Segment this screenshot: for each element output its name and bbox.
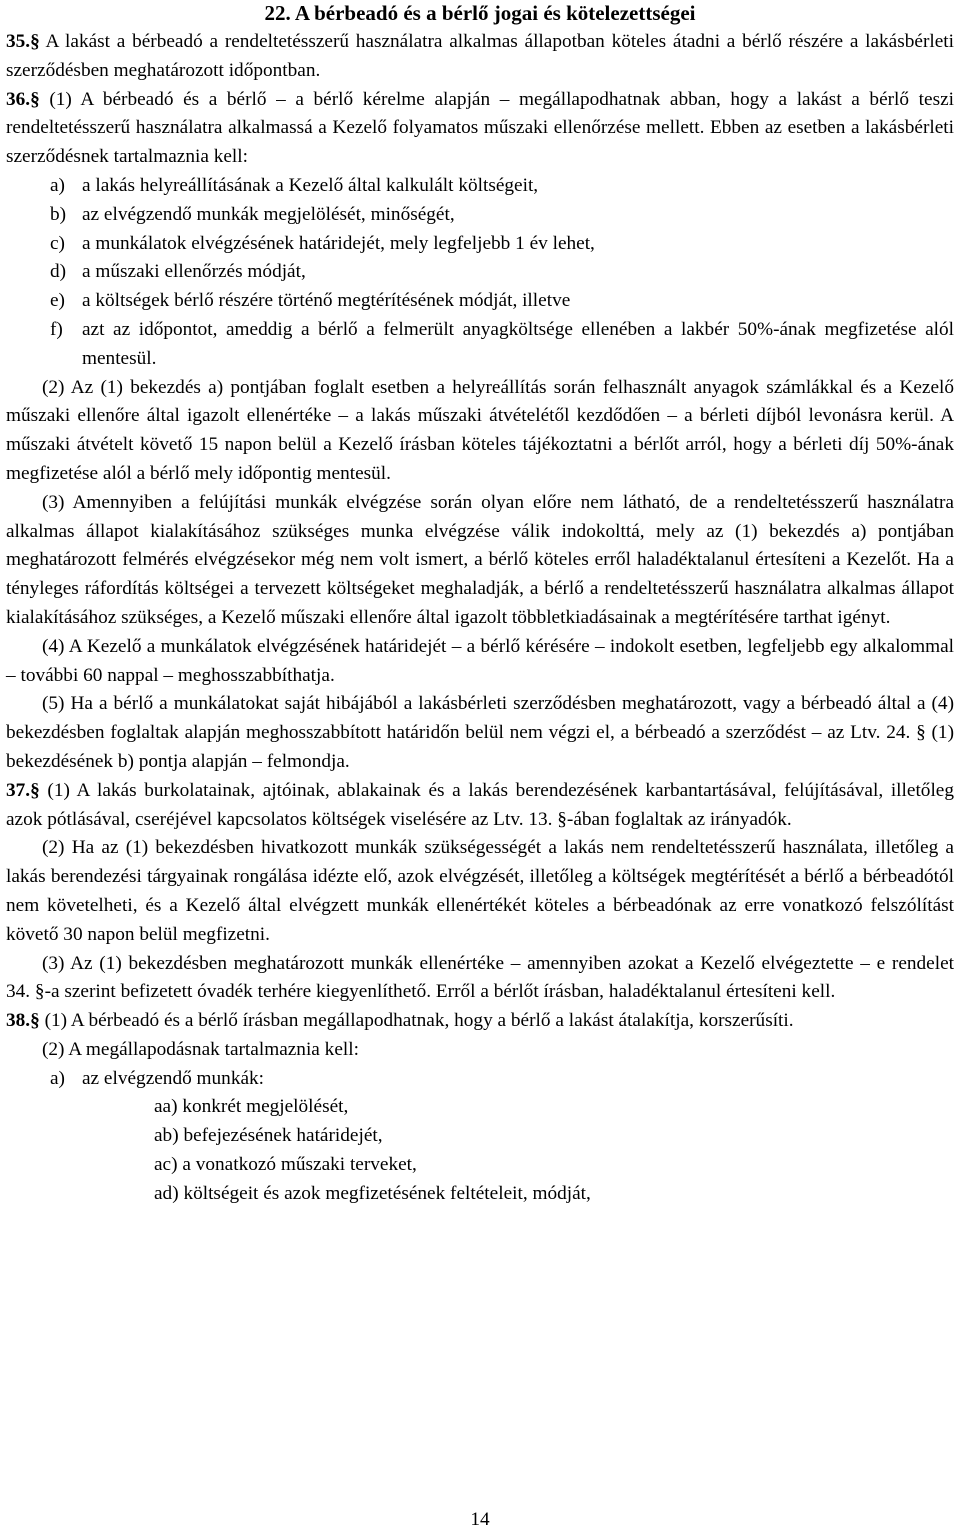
sub-list-item: ad) költségeit és azok megfizetésének feltételeit, módját, [154,1182,591,1204]
section-number: 37. [6,779,31,801]
sub-list-item: ac) a vonatkozó műszaki terveket, [154,1154,417,1176]
list-item: e) a költségek bérlő részére történő megtérítésének módját, illetve [50,290,571,312]
section-mark: § [30,779,40,801]
section-title: 22. A bérbeadó és a bérlő jogai és kötelezettségei [264,1,696,25]
section-number: 35. [6,31,31,52]
paragraph-35: 35.§ A lakást a bérbeadó a rendeltetésszerű használatra alkalmas állapotban köteles átadni a bérlő részére a lakásbérleti szerződésben meghatározott időpontban. [6,31,954,81]
section-mark: § [30,31,40,52]
paragraph-36-1: 36.§ (1) A bérbeadó és a bérlő – a bérlő kérelme alapján – megállapodhatnak abban, hogy a lakást a bérlő teszi rendeltetésszerű használatra alkalmassá a Kezelő folyamatos műszaki ellenőrzése mellett. Ebben az esetben a lakásbérleti szerződésnek tartalmaznia kell: [6,88,954,168]
section-number: 38. [6,1010,31,1032]
paragraph-36-3: (3) Amennyiben a felújítási munkák elvégzése során olyan előre nem látható, de a rendeltetésszerű használatra alkalmas állapot kialakításához szükséges munka elvégzése válik indokolttá, mely az (1) bekezdés a) pontjában meghatározott felmérés elvégzésekor még nem volt ismert, a bérlő köteles erről haladéktalanul értesíteni a Kezelőt. Ha a tényleges ráfordítás költségei a tervezett költségeket meghaladják, a bérlő a rendeltetésszerű használatra alkalmas állapot kialakításához szükséges, a Kezelő műszaki ellenőre által igazolt többletkiadásainak a megtérítésére tarthat igényt. [6,491,954,628]
list-36 [6,172,954,374]
sub-list-item: aa) konkrét megjelölését, [154,1096,349,1118]
paragraph-36-4: (4) A Kezelő a munkálatok elvégzésének határidejét – a bérlő kérésére – indokolt esetben, legfeljebb egy alkalommal – további 60 nappal – meghosszabbíthatja. [6,635,954,686]
list-item: a) a lakás helyreállításának a Kezelő által kalkulált költségeit, [50,174,539,196]
list-item: c) a munkálatok elvégzésének határidejét, mely legfeljebb 1 év lehet, [50,232,595,254]
paragraph-36-5: (5) Ha a bérlő a munkálatokat saját hibájából a lakásbérleti szerződésben meghatározott, vagy a bérbeadó által a (4) bekezdésben foglaltak alapján meghosszabbított határidőn belül nem végzi el, a bérbeadó a szerződést – az Ltv. 24. § (1) bekezdésének b) pontja alapján – felmondja. [6,693,954,772]
section-mark: § [30,88,40,110]
paragraph-38-1: 38.§ (1) A bérbeadó és a bérlő írásban megállapodhatnak, hogy a bérlő a lakást átalakítja, korszerűsíti. [6,1010,794,1032]
sub-list-item: ab) befejezésének határidejét, [154,1125,383,1147]
paragraph-38-2: (2) A megállapodásnak tartalmaznia kell: [42,1038,359,1060]
list-item: f) azt az időpontot, ameddig a bérlő a felmerült anyagköltsége ellenében a lakbér 50%-ának megfizetése alól mentesül. [50,318,954,369]
page-number: 14 [470,1509,490,1530]
paragraph-36-2: (2) Az (1) bekezdés a) pontjában foglalt esetben a helyreállítás során felhasznált anyagok számlákkal és a Kezelő műszaki ellenőre által igazolt ellenértéke – a lakás műszaki átvételétől kezdődően – a bérleti díjból levonásra kerül. A műszaki átvételt követő 15 napon belül a Kezelő írásban köteles tájékoztatni a bérlőt arról, hogy a bérleti díj 50%-ának megfizetése alól a bérlő mely időpontig mentesül. [6,376,954,484]
paragraph-37-1: 37.§ (1) A lakás burkolatainak, ajtóinak, ablakainak és a lakás berendezésének karbantartásával, felújításával, illetőleg azok pótlásával, cseréjével kapcsolatos költségek viselésére az Ltv. 13. §-ában foglaltak az irányadók. [6,779,954,830]
list-item: b) az elvégzendő munkák megjelölését, minőségét, [50,203,455,225]
paragraph-37-3: (3) Az (1) bekezdésben meghatározott munkák ellenértéke – amennyiben azokat a Kezelő elvégeztette – e rendelet 34. §-a szerint befizetett óvadék terhére kiegyenlíthető. Erről a bérlőt írásban, haladéktalanul értesíteni kell. [6,952,954,1003]
list-item: d) a műszaki ellenőrzés módját, [50,261,306,283]
section-mark: § [30,1010,40,1032]
section-number: 36. [6,88,31,110]
list-item: a) az elvégzendő munkák: [50,1067,265,1089]
paragraph-37-2: (2) Ha az (1) bekezdésben hivatkozott munkák szükségességét a lakás nem rendeltetésszerű használata, illetőleg a lakás berendezési tárgyainak rongálása idézte elő, azok elvégzését, illetőleg a költségek megtérítését a bérlő a bérbeadótól nem követelheti, és a Kezelő által elvégzett munkák ellenértékét köteles a bérbeadónak az erre vonatkozó felszólítást követő 30 napon belül megfizetni. [6,837,954,945]
